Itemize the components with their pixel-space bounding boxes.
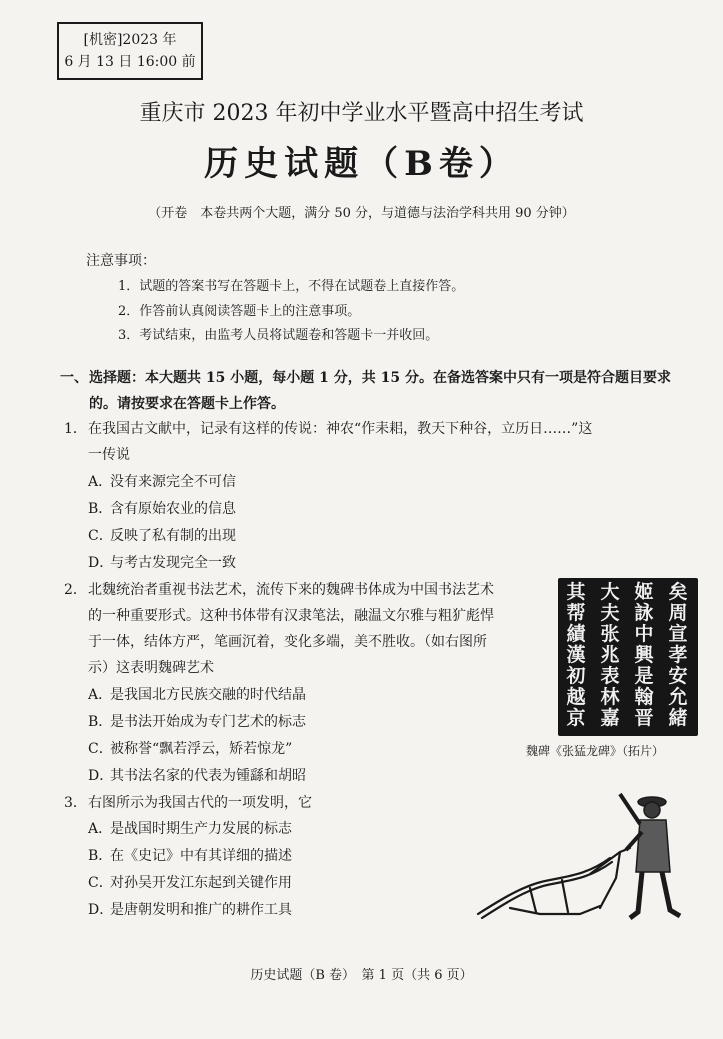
stele-rubbing-image: [558, 578, 698, 736]
option-c: C．被称誉“飘若浮云，矫若惊龙”: [88, 741, 293, 757]
stele-character: 是: [634, 665, 654, 687]
question-text: 右图所示为我国古代的一项发明，它: [88, 795, 312, 811]
confidential-line-1: [机密]2023 年: [83, 32, 177, 48]
option-b: B．是书法开始成为专门艺术的标志: [88, 714, 306, 730]
stele-character: 翰: [634, 686, 654, 708]
question-text: 在我国古文献中，记录有这样的传说：神农“作耒耜，教天下种谷，立历日……”这: [88, 421, 593, 437]
option-d: D．其书法名家的代表为锺繇和胡昭: [88, 768, 306, 784]
confidential-box: [57, 22, 203, 80]
stele-character: 安: [668, 665, 688, 687]
stele-character: 興: [634, 644, 654, 666]
section-instructions: 选择题：本大题共 15 小题，每小题 1 分，共 15 分。在备选答案中只有一项是符合题目要求的。请按要求在答题卡上作答。: [89, 370, 671, 412]
stele-character: 緒: [668, 707, 688, 729]
question-text: 一传说: [88, 447, 130, 463]
question-number: 2．: [64, 582, 87, 598]
stele-character: 其: [566, 581, 586, 603]
stele-character: 表: [600, 665, 620, 687]
stele-character: 帮: [566, 602, 586, 624]
stele-character: 詠: [634, 602, 654, 624]
section-number: 一、: [60, 370, 88, 386]
question-number: 3．: [64, 795, 87, 811]
stele-character: 张: [600, 623, 620, 645]
option-a: A．是我国北方民族交融的时代结晶: [88, 687, 306, 703]
stele-character: 夫: [600, 602, 620, 624]
section-heading: [60, 365, 690, 417]
question-number: 1．: [64, 421, 87, 437]
note-item: 3．考试结束，由监考人员将试题卷和答题卡一并收回。: [118, 328, 439, 343]
stele-character: 矣: [668, 581, 688, 603]
option-d: D．与考古发现完全一致: [88, 555, 236, 571]
notes-heading: 注意事项：: [86, 253, 156, 269]
stele-character: 兆: [600, 644, 620, 666]
stele-character: 嘉: [600, 707, 620, 729]
option-d: D．是唐朝发明和推广的耕作工具: [88, 902, 292, 918]
stele-character: 林: [600, 686, 620, 708]
stele-character: 京: [566, 707, 586, 729]
stele-character: 中: [634, 623, 654, 645]
question-text: 北魏统治者重视书法艺术，流传下来的魏碑书体成为中国书法艺术: [88, 582, 494, 598]
stele-character: 允: [668, 686, 688, 708]
note-item: 2．作答前认真阅读答题卡上的注意事项。: [118, 304, 361, 319]
stele-character: 周: [668, 602, 688, 624]
stele-character: 漢: [566, 644, 586, 666]
option-c: C．对孙吴开发江东起到关键作用: [88, 875, 292, 891]
stele-character: 宣: [668, 623, 688, 645]
paper-title: 历史试题（B卷）: [204, 144, 519, 184]
question-text: 的一种重要形式。这种书体带有汉隶笔法，融温文尔雅与粗犷彪悍: [88, 608, 494, 624]
stele-character: 越: [566, 686, 586, 708]
stele-character: 大: [600, 581, 620, 603]
stele-character: 晋: [634, 707, 654, 729]
question-text: 示）这表明魏碑艺术: [88, 660, 214, 676]
plow-illustration: [470, 788, 700, 922]
exam-subtitle: （开卷 本卷共两个大题，满分 50 分，与道德与法治学科共用 90 分钟）: [148, 206, 575, 221]
option-a: A．是战国时期生产力发展的标志: [88, 821, 292, 837]
option-b: B．在《史记》中有其详细的描述: [88, 848, 292, 864]
exam-title: 重庆市 2023 年初中学业水平暨高中招生考试: [139, 101, 584, 126]
question-text: 于一体，结体方严，笔画沉着，变化多端，美不胜收。（如右图所: [88, 634, 487, 650]
option-a: A．没有来源完全不可信: [88, 474, 236, 490]
option-b: B．含有原始农业的信息: [88, 501, 236, 517]
stele-rubbing-svg: [558, 578, 698, 736]
confidential-line-2: 6 月 13 日 16:00 前: [64, 54, 196, 70]
note-item: 1．试题的答案书写在答题卡上，不得在试题卷上直接作答。: [118, 279, 465, 294]
stele-character: 績: [566, 623, 586, 645]
stele-character: 孝: [668, 644, 688, 666]
page-footer: 历史试题（B 卷） 第 1 页（共 6 页）: [250, 968, 473, 983]
stele-character: 姬: [634, 581, 654, 603]
option-c: C．反映了私有制的出现: [88, 528, 236, 544]
figure-caption: 魏碑《张猛龙碑》（拓片）: [526, 744, 665, 758]
stele-character: 初: [566, 665, 586, 687]
